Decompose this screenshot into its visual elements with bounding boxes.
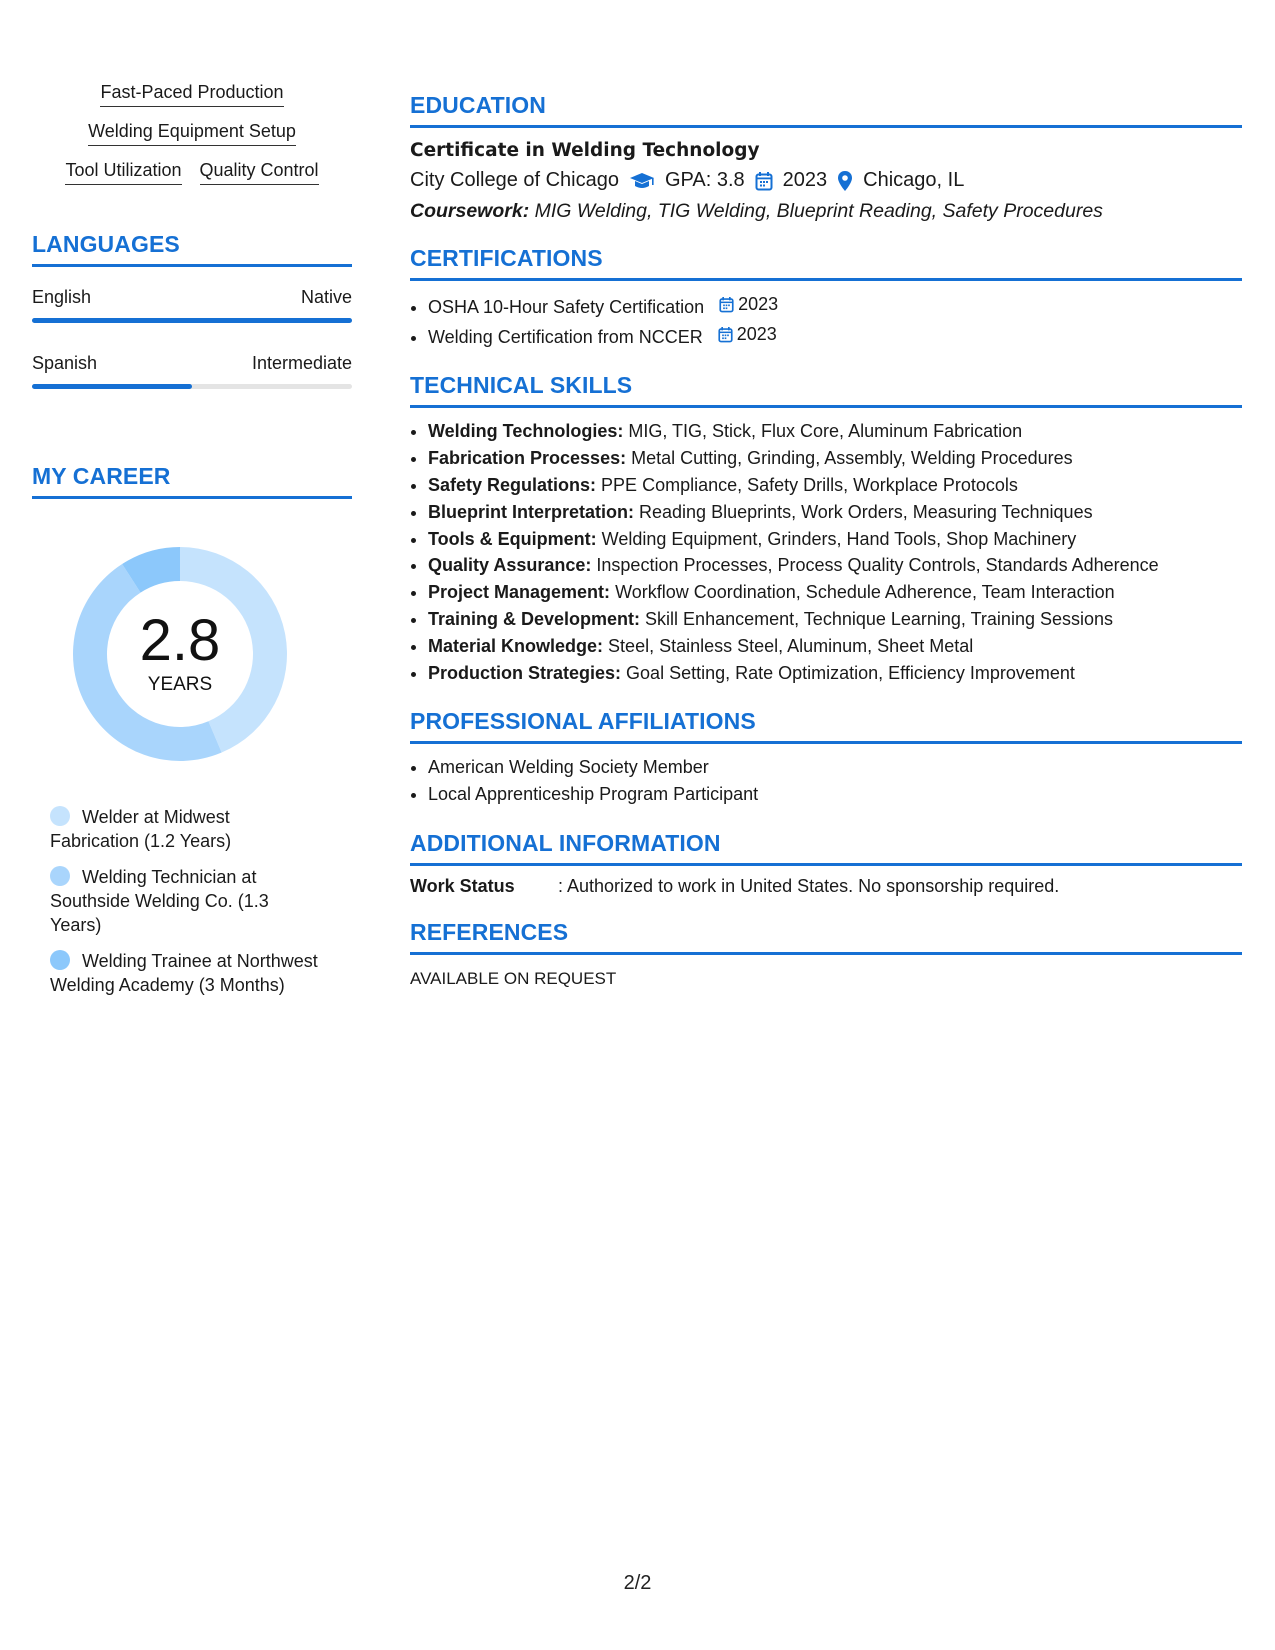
skill-label: Safety Regulations: [428,474,597,495]
skill-item [428,499,1242,526]
skill-label: Tools & Equipment: [428,528,597,549]
education-coursework [410,200,1242,223]
career-label: Welding Trainee at Northwest Welding Academy (3 Months) [50,951,318,995]
skill-item [428,445,1242,472]
skill-item [428,660,1242,687]
calendar-icon [755,171,773,191]
certification-name: Welding Certification from NCCER [428,326,703,347]
education-location: Chicago, IL [863,169,965,191]
career-total-unit: YEARS [147,674,213,695]
skill-tags [32,82,352,185]
skill-label: Material Knowledge: [428,635,604,656]
language-level: Intermediate [251,353,352,373]
skill-item [428,633,1242,660]
skill-label: Welding Technologies: [428,421,624,442]
right-column [410,92,1242,989]
skill-tag: Tool Utilization [65,160,181,185]
certifications-section [410,245,1242,350]
legend-dot [50,806,70,826]
work-status-value: : Authorized to work in United States. No sponsorship required. [558,875,1060,896]
skill-value: Steel, Stainless Steel, Aluminum, Sheet Metal [608,635,974,656]
education-title: EDUCATION [410,92,1242,128]
skill-tag: Quality Control [200,160,319,185]
skill-value: Skill Enhancement, Technique Learning, Training Sessions [645,608,1114,629]
skill-label: Blueprint Interpretation: [428,501,634,522]
certification-year: 2023 [736,323,777,344]
references-text: AVAILABLE ON REQUEST [410,968,617,988]
additional-info-title: ADDITIONAL INFORMATION [410,830,1242,866]
career-label: Welder at Midwest Fabrication (1.2 Years) [50,807,232,851]
skill-value: Welding Equipment, Grinders, Hand Tools, Shop Machinery [601,528,1077,549]
language-name: English [32,287,92,307]
career-total-value: 2.8 [139,608,221,673]
skill-item [428,579,1242,606]
certifications-title: CERTIFICATIONS [410,245,1242,281]
location-pin-icon [837,170,853,192]
language-item [32,287,352,323]
additional-info-section [410,830,1242,897]
education-gpa: GPA: 3.8 [665,169,745,191]
skill-label: Fabrication Processes: [428,448,627,469]
career-section [32,463,352,997]
career-legend-item [50,805,320,853]
skill-item [428,526,1242,553]
references-title: REFERENCES [410,919,1242,955]
graduation-cap-icon [629,172,655,190]
page-number: 2/2 [623,1572,652,1594]
education-school: City College of Chicago [410,169,619,191]
skill-label: Production Strategies: [428,662,622,683]
language-bar-fill [32,318,352,323]
technical-skills-title: TECHNICAL SKILLS [410,372,1242,408]
references-section [410,919,1242,989]
certification-name: OSHA 10-Hour Safety Certification [428,296,705,317]
legend-dot [50,866,70,886]
technical-skills-section [410,372,1242,686]
skill-value: Metal Cutting, Grinding, Assembly, Welding Procedures [631,448,1073,469]
skill-item [428,472,1242,499]
education-meta [410,169,1242,192]
skill-label: Training & Development: [428,608,641,629]
skill-item [428,606,1242,633]
calendar-icon [719,296,734,313]
education-year: 2023 [782,169,828,191]
language-bar [32,384,352,389]
career-donut-chart [65,539,295,769]
career-title: MY CAREER [32,463,352,499]
skill-item [428,418,1242,445]
language-level: Native [300,287,352,307]
language-bar-fill [32,384,192,389]
education-degree: Certificate in Welding Technology [410,140,760,161]
coursework-label: Coursework: [410,200,530,222]
affiliation-item: • Local Apprenticeship Program Participant [428,781,1242,808]
language-bar [32,318,352,323]
affiliation-item: • American Welding Society Member [428,754,1242,781]
affiliations-title: PROFESSIONAL AFFILIATIONS [410,708,1242,744]
languages-section [32,231,352,389]
skill-value: Workflow Coordination, Schedule Adherence, Team Interaction [615,582,1115,603]
skill-tag: Welding Equipment Setup [88,121,296,146]
coursework-text: MIG Welding, TIG Welding, Blueprint Reading, Safety Procedures [534,200,1103,222]
skill-value: PPE Compliance, Safety Drills, Workplace Protocols [601,474,1018,495]
languages-title: LANGUAGES [32,231,352,267]
work-status-row [410,876,1242,897]
skill-label: Project Management: [428,582,611,603]
donut-center [65,539,295,769]
language-item [32,353,352,389]
career-legend-item [50,949,320,997]
certification-item [428,291,1242,321]
language-name: Spanish [32,353,98,373]
skill-item [428,552,1242,579]
certification-item [428,321,1242,351]
skill-label: Quality Assurance: [428,555,592,576]
calendar-icon [718,326,733,343]
career-legend [50,805,320,997]
career-legend-item [50,865,320,937]
affiliations-section [410,708,1242,808]
career-label: Welding Technician at Southside Welding Co. (1.3 Years) [50,867,269,935]
certification-year: 2023 [738,294,779,314]
legend-dot [50,950,70,970]
skill-value: Goal Setting, Rate Optimization, Efficiency Improvement [626,662,1075,683]
skill-value: MIG, TIG, Stick, Flux Core, Aluminum Fabrication [628,421,1023,442]
education-section [410,92,1242,223]
work-status-label: Work Status [410,875,515,896]
left-column [32,82,352,1009]
skill-tag: Fast-Paced Production [100,82,283,107]
skill-value: Inspection Processes, Process Quality Controls, Standards Adherence [596,555,1159,576]
skill-value: Reading Blueprints, Work Orders, Measuring Techniques [639,501,1093,522]
